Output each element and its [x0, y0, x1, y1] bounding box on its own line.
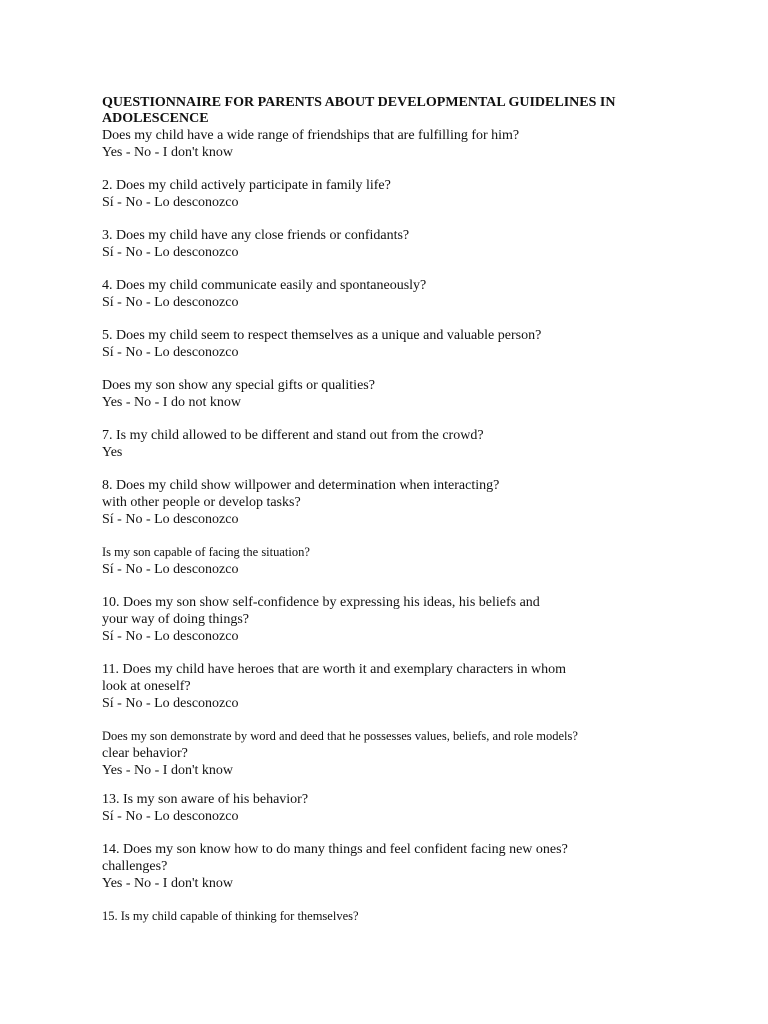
- question-text: Does my child have a wide range of friendships that are fulfilling for him?: [102, 128, 520, 143]
- answer-options: Yes: [102, 445, 123, 460]
- answer-options: Yes - No - I do not know: [102, 395, 241, 410]
- question-text-continued: clear behavior?: [102, 746, 188, 761]
- question-text: 4. Does my child communicate easily and spontaneously?: [102, 278, 427, 293]
- question-text: 13. Is my son aware of his behavior?: [102, 792, 309, 807]
- answer-options: Sí - No - Lo desconozco: [102, 512, 239, 527]
- question-item: [102, 277, 682, 311]
- answer-options: Sí - No - Lo desconozco: [102, 245, 239, 260]
- answer-options: Yes - No - I don't know: [102, 763, 233, 778]
- question-text: Is my son capable of facing the situation?: [102, 545, 310, 559]
- answer-options: Sí - No - Lo desconozco: [102, 295, 239, 310]
- answer-options: Sí - No - Lo desconozco: [102, 195, 239, 210]
- question-text: Does my son show any special gifts or qualities?: [102, 378, 375, 393]
- question-item: [102, 791, 682, 825]
- question-text-continued: look at oneself?: [102, 679, 191, 694]
- question-item: [102, 127, 682, 161]
- question-item: [102, 908, 682, 925]
- answer-options: Sí - No - Lo desconozco: [102, 809, 239, 824]
- question-item: [102, 477, 682, 528]
- question-item: [102, 327, 682, 361]
- question-text: Does my son demonstrate by word and deed that he possesses values, beliefs, and role models?: [102, 729, 578, 743]
- question-text: 2. Does my child actively participate in family life?: [102, 178, 391, 193]
- question-item: [102, 661, 682, 712]
- question-text: 15. Is my child capable of thinking for themselves?: [102, 909, 359, 923]
- question-item: [102, 544, 682, 578]
- answer-options: Yes - No - I don't know: [102, 876, 233, 891]
- question-text: 10. Does my son show self-confidence by expressing his ideas, his beliefs and: [102, 595, 540, 610]
- question-text: 7. Is my child allowed to be different and stand out from the crowd?: [102, 428, 484, 443]
- answer-options: Sí - No - Lo desconozco: [102, 562, 239, 577]
- question-text: 11. Does my child have heroes that are worth it and exemplary characters in whom: [102, 662, 567, 677]
- question-text: 8. Does my child show willpower and determination when interacting?: [102, 478, 500, 493]
- question-item: [102, 427, 682, 461]
- question-item: [102, 728, 682, 779]
- question-item: [102, 594, 682, 645]
- question-text: 3. Does my child have any close friends or confidants?: [102, 228, 410, 243]
- answer-options: Sí - No - Lo desconozco: [102, 345, 239, 360]
- document-body: [102, 95, 682, 925]
- answer-options: Sí - No - Lo desconozco: [102, 629, 239, 644]
- answer-options: Yes - No - I don't know: [102, 145, 233, 160]
- question-text-continued: challenges?: [102, 859, 168, 874]
- question-text: 14. Does my son know how to do many things and feel confident facing new ones?: [102, 842, 568, 857]
- question-item: [102, 227, 682, 261]
- question-item: [102, 177, 682, 211]
- question-text-continued: with other people or develop tasks?: [102, 495, 301, 510]
- document-title: QUESTIONNAIRE FOR PARENTS ABOUT DEVELOPMENTAL GUIDELINES IN ADOLESCENCE: [102, 95, 616, 126]
- question-text-continued: your way of doing things?: [102, 612, 249, 627]
- question-item: [102, 841, 682, 892]
- question-item: [102, 377, 682, 411]
- answer-options: Sí - No - Lo desconozco: [102, 696, 239, 711]
- question-text: 5. Does my child seem to respect themselves as a unique and valuable person?: [102, 328, 542, 343]
